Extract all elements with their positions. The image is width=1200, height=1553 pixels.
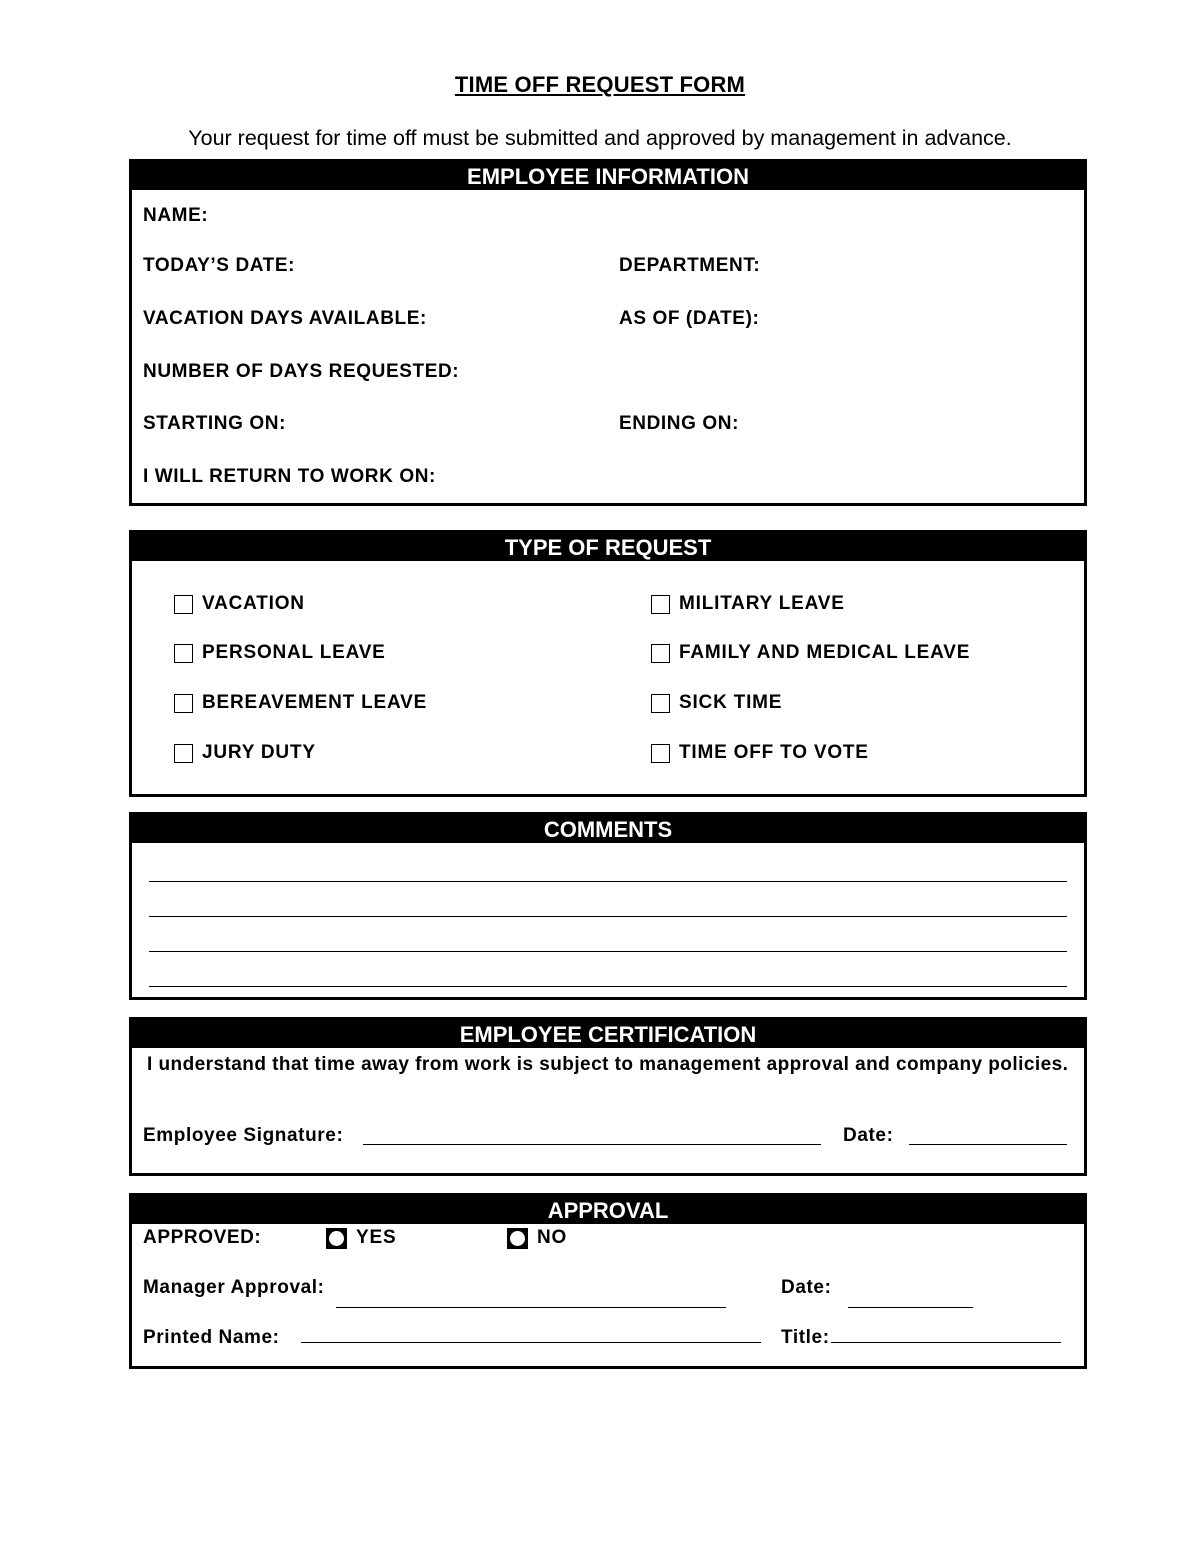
request-option-sick-time[interactable] <box>651 691 782 715</box>
comment-line[interactable] <box>149 881 1067 882</box>
type-of-request-section <box>129 530 1087 797</box>
days-requested-field-label[interactable]: NUMBER OF DAYS REQUESTED: <box>143 361 460 382</box>
yes-radio[interactable] <box>326 1228 347 1249</box>
form-subtitle: Your request for time off must be submitted and approved by management in advance. <box>188 126 1012 150</box>
department-field-label[interactable]: DEPARTMENT: <box>619 255 761 276</box>
printed-name-label: Printed Name: <box>143 1327 280 1348</box>
certification-date-line[interactable] <box>909 1144 1067 1145</box>
yes-label: YES <box>356 1227 397 1248</box>
vacation-days-field-label[interactable]: VACATION DAYS AVAILABLE: <box>143 308 427 329</box>
as-of-date-field-label[interactable]: AS OF (DATE): <box>619 308 760 329</box>
title-line[interactable] <box>831 1342 1061 1343</box>
approval-date-line[interactable] <box>848 1307 973 1308</box>
comment-line[interactable] <box>149 916 1067 917</box>
employee-signature-line[interactable] <box>363 1144 821 1145</box>
return-to-work-field-label[interactable]: I WILL RETURN TO WORK ON: <box>143 466 436 487</box>
time-off-to-vote-label: TIME OFF TO VOTE <box>679 742 869 763</box>
sick-time-label: SICK TIME <box>679 692 783 713</box>
jury-duty-checkbox[interactable] <box>174 744 193 763</box>
starting-on-field-label[interactable]: STARTING ON: <box>143 413 287 434</box>
personal-leave-checkbox[interactable] <box>174 644 193 663</box>
manager-approval-label: Manager Approval: <box>143 1277 325 1298</box>
employee-information-section <box>129 159 1087 506</box>
family-medical-leave-checkbox[interactable] <box>651 644 670 663</box>
time-off-to-vote-checkbox[interactable] <box>651 744 670 763</box>
name-field-label[interactable]: NAME: <box>143 205 209 226</box>
jury-duty-label: JURY DUTY <box>202 742 316 763</box>
employee-signature-label: Employee Signature: <box>143 1125 344 1146</box>
approval-section <box>129 1193 1087 1369</box>
type-of-request-header: TYPE OF REQUEST <box>132 533 1084 561</box>
approved-label: APPROVED: <box>143 1227 262 1248</box>
bereavement-leave-label: BEREAVEMENT LEAVE <box>202 692 428 713</box>
employee-certification-section <box>129 1017 1087 1176</box>
form-title: TIME OFF REQUEST FORM <box>454 72 746 97</box>
certification-statement: I understand that time away from work is subject to management approval and company policies. <box>147 1054 1069 1075</box>
vacation-label: VACATION <box>202 593 305 614</box>
employee-information-header: EMPLOYEE INFORMATION <box>132 162 1084 190</box>
comment-line[interactable] <box>149 986 1067 987</box>
request-option-family-medical-leave[interactable] <box>651 641 970 665</box>
request-option-vacation[interactable] <box>174 592 305 616</box>
no-radio[interactable] <box>507 1228 528 1249</box>
sick-time-checkbox[interactable] <box>651 694 670 713</box>
comments-section <box>129 812 1087 1000</box>
approved-yes-option[interactable] <box>326 1226 396 1250</box>
request-option-jury-duty[interactable] <box>174 741 316 765</box>
request-option-military-leave[interactable] <box>651 592 845 616</box>
comments-header: COMMENTS <box>132 815 1084 843</box>
request-option-personal-leave[interactable] <box>174 641 386 665</box>
comment-line[interactable] <box>149 951 1067 952</box>
request-option-bereavement-leave[interactable] <box>174 691 427 715</box>
approved-no-option[interactable] <box>507 1226 567 1250</box>
ending-on-field-label[interactable]: ENDING ON: <box>619 413 739 434</box>
military-leave-checkbox[interactable] <box>651 595 670 614</box>
title-label: Title: <box>781 1327 830 1348</box>
printed-name-line[interactable] <box>301 1342 761 1343</box>
no-label: NO <box>537 1227 568 1248</box>
manager-approval-line[interactable] <box>336 1307 726 1308</box>
family-medical-leave-label: FAMILY AND MEDICAL LEAVE <box>679 642 971 663</box>
personal-leave-label: PERSONAL LEAVE <box>202 642 386 663</box>
bereavement-leave-checkbox[interactable] <box>174 694 193 713</box>
certification-date-label: Date: <box>843 1125 894 1146</box>
vacation-checkbox[interactable] <box>174 595 193 614</box>
approval-header: APPROVAL <box>132 1196 1084 1224</box>
employee-certification-header: EMPLOYEE CERTIFICATION <box>132 1020 1084 1048</box>
approval-date-label: Date: <box>781 1277 832 1298</box>
military-leave-label: MILITARY LEAVE <box>679 593 845 614</box>
request-option-time-off-to-vote[interactable] <box>651 741 869 765</box>
todays-date-field-label[interactable]: TODAY’S DATE: <box>143 255 296 276</box>
